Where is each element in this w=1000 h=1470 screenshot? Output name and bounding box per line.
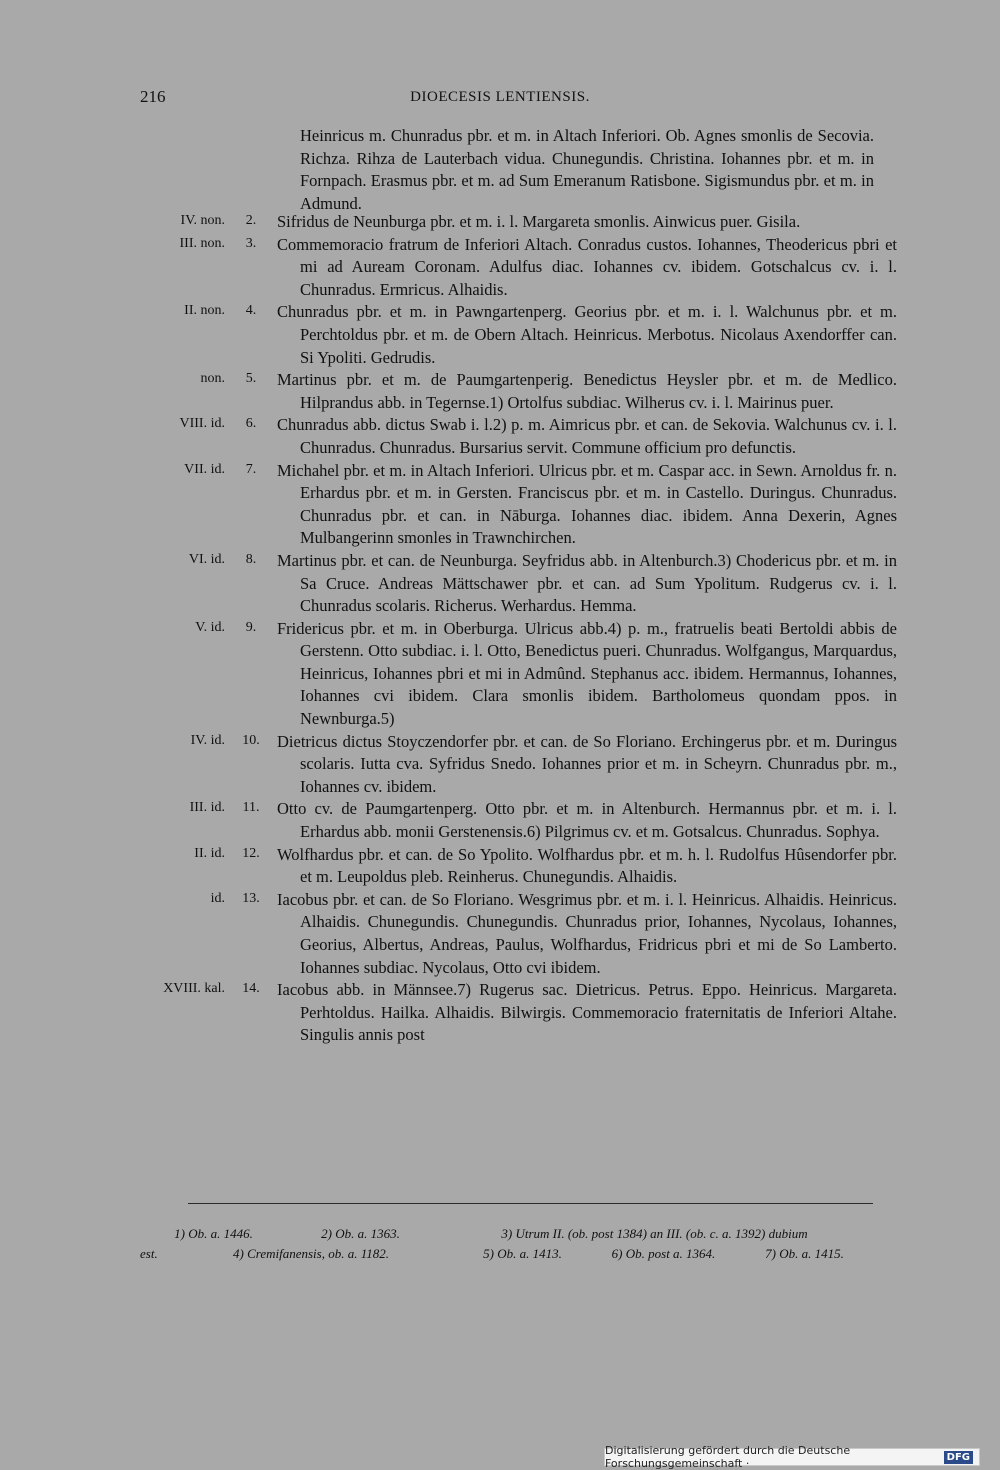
- entry-text: Chunradus abb. dictus Swab i. l.2) p. m. Aimricus pbr. et can. de Sekovia. Walchunus cv. i. l. Chunradus. Chunradus. Bursarius servit. Commune officium pro defunctis.: [277, 415, 897, 457]
- entry-day-number: 7.: [245, 461, 257, 477]
- entry-date: non.: [200, 371, 225, 387]
- running-head: DIOECESIS LENTIENSIS.: [410, 89, 590, 105]
- calendar-entry: [0, 414, 1000, 459]
- calendar-entry: [0, 731, 1000, 799]
- entry-date: III. id.: [189, 800, 225, 816]
- entry-day-number: 3.: [245, 235, 257, 251]
- entry-text: Martinus pbr. et can. de Neunburga. Seyfridus abb. in Altenburch.3) Chodericus pbr. et m. in Sa Cruce. Andreas Mättschawer pbr. et can. ad Sum Ypolitum. Rudgerus cv. i. l. Chunradus scolaris. Richerus. Werhardus. Hemma.: [277, 550, 897, 616]
- calendar-entry: [0, 844, 1000, 889]
- calendar-entries: [0, 211, 1000, 1047]
- entry-text: Iacobus pbr. et can. de So Floriano. Wesgrimus pbr. et m. i. l. Heinricus. Alhaidis. Heinricus. Alhaidis. Chunegundis. Chunegundis. Chunradus prior, Iohannes, Nycolaus, Iohannes, Georius, Albertus, Andreas, Paulus, Wolfhardus, Fridricus pbri et mi de So Lamberto. Iohannes subdiac. Nycolaus, Otto cvi ibidem.: [277, 889, 897, 977]
- footnote-6: 6) Ob. post a. 1364.: [611, 1246, 716, 1261]
- entry-date: id.: [210, 890, 225, 906]
- entry-text: Fridericus pbr. et m. in Oberburga. Ulricus abb.4) p. m., fratruelis beati Bertoldi abbis de Gerstenn. Otto subdiac. i. l. Otto, Benedictus pueri. Chunradus. Wolfgangus, Marquardus, Heinricus, Iohannes pbri et mi in Admûnd. Stephanus acc. ibidem. Hermannus, Iohannes, Iohannes cvi ibidem. Clara smonlis ibidem. Bartholomeus quondam ppos. in Newnburga.5): [277, 618, 897, 729]
- calendar-entry: [0, 979, 1000, 1047]
- entry-text: Michahel pbr. et m. in Altach Inferiori. Ulricus pbr. et m. Caspar acc. in Sewn. Arnoldus fr. n. Erhardus pbr. et m. in Gersten. Franciscus pbr. et m. in Castello. Duringus. Chunradus. Chunradus pbr. et can. in Nāburga. Iohannes diac. ibidem. Anna Dexerin, Agnes Mulbangerinn smonles in Trawnchirchen.: [277, 460, 897, 548]
- entry-text: Iacobus abb. in Männsee.7) Rugerus sac. Dietricus. Petrus. Eppo. Heinricus. Margareta. Perhtoldus. Hailka. Alhaidis. Bilwirgis. Commemoracio fraternitatis de Inferiori Altahe. Singulis annis post: [277, 980, 897, 1045]
- footnote-line-2: [140, 1244, 875, 1264]
- entry-text: Otto cv. de Paumgartenperg. Otto pbr. et m. in Altenburch. Hermannus pbr. et m. i. l. Erhardus abb. monii Gerstenensis.6) Pilgrimus cv. et m. Gotsalcus. Chunradus. Sophya.: [277, 799, 897, 842]
- entry-date: III. non.: [179, 235, 225, 251]
- entry-date: VIII. id.: [179, 416, 225, 432]
- digitization-credit-bar: [604, 1444, 980, 1470]
- calendar-entry: [0, 301, 1000, 369]
- footnote-3-continuation: est.: [140, 1246, 158, 1261]
- footnote-rule: [188, 1203, 873, 1205]
- entry-date: IV. non.: [180, 213, 225, 228]
- footnote-4: 4) Cremifanensis, ob. a. 1182.: [233, 1246, 389, 1261]
- entry-day-number: 8.: [245, 551, 257, 567]
- footnote-3: 3) Utrum II. (ob. post 1384) an III. (ob. c. a. 1392) dubium: [501, 1226, 808, 1241]
- entry-date: XVIII. kal.: [163, 981, 225, 997]
- entry-date: VII. id.: [184, 461, 225, 477]
- entry-day-number: 11.: [242, 800, 260, 816]
- entry-text: Dietricus dictus Stoyczendorfer pbr. et can. de So Floriano. Erchingerus pbr. et m. Duringus scolaris. Iutta cva. Syfridus Snedo. Iohannes prior et m. in Scheyrn. Chunradus pbr. m., Iohannes cv. ibidem.: [277, 731, 897, 796]
- footnotes: [140, 1224, 875, 1264]
- calendar-entry: [0, 889, 1000, 979]
- entry-day-number: 10.: [242, 732, 260, 748]
- page-number: 216: [140, 87, 166, 106]
- entry-day-number: 6.: [245, 416, 257, 432]
- calendar-entry: [0, 550, 1000, 618]
- calendar-entry: [0, 234, 1000, 302]
- entry-text: Chunradus pbr. et m. in Pawngartenperg. Georius pbr. et m. i. l. Walchunus pbr. et m. Perchtoldus pbr. et m. de Obern Altach. Heinricus. Merbotus. Nicolaus Axendorffer can. Si Ypoliti. Gedrudis.: [277, 302, 897, 367]
- entry-text: Commemoracio fratrum de Inferiori Altach. Conradus custos. Iohannes, Theodericus pbri et mi ad Auream Coronam. Adulfus diac. Iohannes cv. ibidem. Gotschalcus cv. i. l. Chunradus. Ermricus. Alhaidis.: [277, 234, 897, 299]
- entry-day-number: 14.: [242, 981, 260, 997]
- entry-date: VI. id.: [188, 551, 225, 567]
- dfg-logo: DFG: [944, 1451, 973, 1464]
- intro-paragraph: Heinricus m. Chunradus pbr. et m. in Altach Inferiori. Ob. Agnes smonlis de Secovia. Richza. Rihza de Lauterbach vidua. Chunegundis. Christina. Iohannes pbr. et m. in Fornpach. Erasmus pbr. et m. ad Sum Emeranum Ratisbone. Sigismundus pbr. et m. in Admund.: [300, 126, 874, 213]
- calendar-entry: [0, 618, 1000, 731]
- calendar-entry: [0, 369, 1000, 414]
- entry-text: Martinus pbr. et m. de Paumgartenperig. Benedictus Heysler pbr. et m. de Medlico. Hilprandus abb. in Tegernse.1) Ortolfus subdiac. Wilherus cv. i. l. Mairinus puer.: [277, 370, 897, 412]
- footnote-5: 5) Ob. a. 1413.: [483, 1246, 562, 1261]
- entry-date: II. non.: [184, 303, 225, 319]
- entry-date: V. id.: [195, 619, 225, 635]
- footnote-2: 2) Ob. a. 1363.: [321, 1226, 400, 1241]
- footnote-1: 1) Ob. a. 1446.: [174, 1226, 253, 1241]
- entry-day-number: 9.: [245, 619, 257, 635]
- calendar-entry: [0, 211, 1000, 234]
- entry-text: Sifridus de Neunburga pbr. et m. i. l. Margareta smonlis. Ainwicus puer. Gisila.: [277, 212, 801, 231]
- entry-day-number: 4.: [245, 303, 257, 319]
- credit-text: Digitalisierung gefördert durch die Deutsche Forschungsgemeinschaft ·: [605, 1444, 851, 1470]
- entry-text: Wolfhardus pbr. et can. de So Ypolito. Wolfhardus pbr. et m. h. l. Rudolfus Hûsendorfer pbr. et m. Leupoldus pleb. Reinherus. Chunegundis. Alhaidis.: [277, 844, 897, 887]
- entry-day-number: 2.: [245, 213, 257, 228]
- calendar-entry: [0, 460, 1000, 550]
- entry-day-number: 12.: [242, 845, 260, 861]
- footnote-line-1: [140, 1224, 875, 1244]
- footnote-7: 7) Ob. a. 1415.: [765, 1246, 844, 1261]
- entry-day-number: 5.: [245, 371, 257, 387]
- entry-date: IV. id.: [190, 732, 225, 748]
- calendar-entry: [0, 798, 1000, 843]
- entry-date: II. id.: [194, 845, 225, 861]
- entry-day-number: 13.: [242, 890, 260, 906]
